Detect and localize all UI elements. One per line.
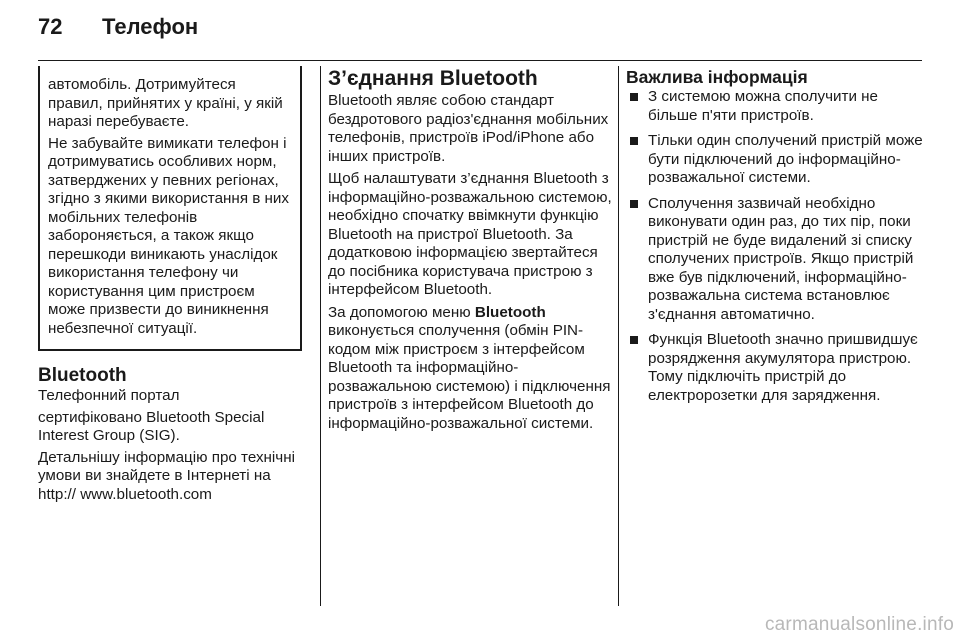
note-paragraph-1: автомобіль. Дотримуйтеся правил, прийнятих у країні, у якій наразі перебуваєте.	[48, 76, 283, 130]
square-bullet-icon	[630, 93, 638, 101]
bluetooth-connection-heading: З’єднання Bluetooth	[328, 67, 538, 90]
column-divider-1	[320, 66, 321, 606]
left-paragraph-1: сертифіковано Bluetooth Special Interest Group (SIG).	[38, 408, 265, 444]
middle-paragraph-3	[328, 304, 612, 434]
bullet-item	[626, 88, 926, 125]
page-title: Телефон	[102, 14, 199, 39]
page-header	[38, 14, 198, 50]
important-info-heading: Важлива інформація	[626, 67, 808, 87]
section-subheading: Телефонний портал	[38, 387, 180, 404]
left-column	[38, 66, 304, 507]
square-bullet-icon	[630, 336, 638, 344]
square-bullet-icon	[630, 137, 638, 145]
right-column	[626, 66, 926, 412]
paragraph-3-prefix: За допомогою меню	[328, 303, 475, 321]
bluetooth-menu-name: Bluetooth	[474, 303, 546, 321]
bullet-text: Тільки один сполучений пристрій може бути підключений до інформаційно-розважальної системи.	[648, 132, 923, 186]
bullet-text: З системою можна сполучити не більше п'яти пристроїв.	[648, 88, 878, 124]
page-number: 72	[38, 14, 63, 39]
middle-paragraph-2: Щоб налаштувати з’єднання Bluetooth з інформаційно-розважальною системою, необхідно спочатку ввімкнути функцію Bluetooth на пристрої Bluetooth. За додатковою інформацією звертайтеся до посібника користувача пристрою з інтерфейсом Bluetooth.	[328, 170, 612, 298]
bullet-list	[626, 88, 926, 405]
note-box	[38, 66, 302, 351]
paragraph-3-suffix: виконується сполучення (обмін PIN-кодом між пристроєм з інтерфейсом Bluetooth та інформаційно-розважальною системою) і підключення пристроїв з інтерфейсом Bluetooth до інформаційно-розважальної системи.	[328, 322, 611, 432]
bullet-text: Функція Bluetooth значно пришвидшує розрядження акумулятора пристрою. Тому підключіть пристрій до електророзетки для зарядження.	[648, 331, 918, 404]
bullet-text: Сполучення зазвичай необхідно виконувати один раз, до тих пір, поки пристрій не буде видалений зі списку сполучених пристроїв. Якщо пристрій вже був підключений, інформаційно-розважальна система встановлює з'єднання автоматично.	[648, 194, 914, 323]
bullet-item	[626, 195, 926, 325]
column-divider-2	[618, 66, 619, 606]
watermark: carmanualsonline.info	[764, 614, 954, 635]
middle-paragraph-1: Bluetooth являє собою стандарт бездротового радіоз'єднання мобільних телефонів, пристроїв iPod/iPhone або інших пристроїв.	[328, 92, 609, 165]
bullet-item	[626, 132, 926, 188]
left-paragraph-2: Детальнішу інформацію про технічні умови ви знайдете в Інтернеті на http:// www.bluetooth.com	[38, 448, 295, 503]
middle-column	[328, 66, 612, 437]
square-bullet-icon	[630, 200, 638, 208]
note-paragraph-2: Не забувайте вимикати телефон і дотримуватись особливих норм, затверджених у певних регіонах, згідно з якими використання в них мобільних телефонів забороняється, а також якщо перешкоди виникають унаслідок використання телефону чи користування цим пристроєм може призвести до виникнення небезпечної ситуації.	[48, 134, 290, 337]
header-rule	[38, 60, 922, 61]
section-heading-bluetooth: Bluetooth	[38, 365, 127, 386]
bullet-item	[626, 331, 926, 405]
